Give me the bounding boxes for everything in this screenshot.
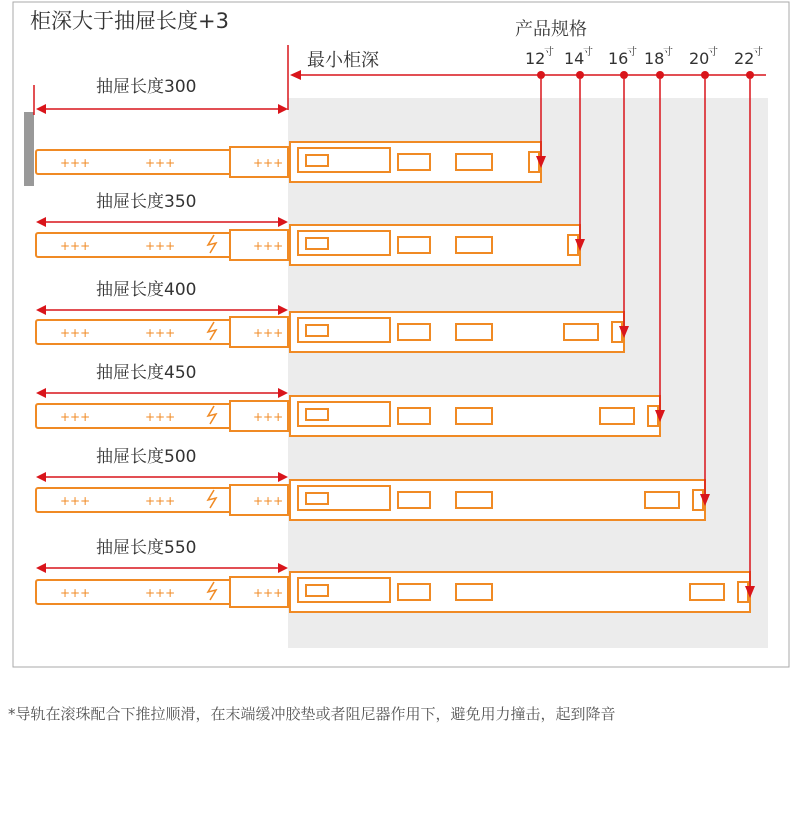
size-dot [620, 71, 628, 79]
dimension-arrow-left [36, 104, 46, 114]
dimension-arrow-right [278, 388, 288, 398]
ball-bearing-carriage [298, 486, 390, 510]
size-value-16: 16 [608, 49, 629, 68]
dimension-arrow-left [36, 472, 46, 482]
ball-bearing-carriage [298, 578, 390, 602]
drawer-length-label: 抽屉长度300 [96, 77, 197, 97]
mount-hole-mark: +++ [60, 410, 91, 424]
mount-hole-mark: +++ [145, 239, 176, 253]
ball-bearing-carriage [298, 318, 390, 342]
mount-hole-mark: +++ [145, 586, 176, 600]
mount-hole-mark: +++ [60, 326, 91, 340]
mount-hole-mark: +++ [145, 156, 176, 170]
ball-bearing-carriage [298, 231, 390, 255]
size-unit: 寸 [753, 47, 763, 58]
size-value-18: 18 [644, 49, 665, 68]
size-unit: 寸 [708, 47, 718, 58]
size-value-12: 12 [525, 49, 546, 68]
footnote: *导轨在滚珠配合下推拉顺滑，在末端缓冲胶垫或者阻尼器作用下，避免用力撞击，起到降音 [8, 705, 616, 723]
ball-bearing-carriage [298, 148, 390, 172]
dimension-arrow-right [278, 472, 288, 482]
size-unit: 寸 [583, 47, 593, 58]
size-dot [746, 71, 754, 79]
drawer-length-label: 抽屉长度550 [96, 538, 197, 558]
drawer-length-label: 抽屉长度350 [96, 192, 197, 212]
size-unit: 寸 [627, 47, 637, 58]
drawer-length-label: 抽屉长度400 [96, 280, 197, 300]
min-depth-arrowhead [290, 70, 301, 80]
mount-hole-mark: +++ [60, 494, 91, 508]
size-dot [576, 71, 584, 79]
mount-hole-mark: +++ [145, 494, 176, 508]
dimension-arrow-left [36, 563, 46, 573]
mount-hole-mark: +++ [253, 326, 284, 340]
mount-hole-mark: +++ [145, 326, 176, 340]
mount-hole-mark: +++ [60, 239, 91, 253]
size-value-20: 20 [689, 49, 710, 68]
size-unit: 寸 [663, 47, 673, 58]
ball-bearing-carriage [298, 402, 390, 426]
min-depth-label: 最小柜深 [307, 50, 379, 71]
size-value-22: 22 [734, 49, 755, 68]
size-markers [525, 45, 763, 79]
dimension-arrow-right [278, 104, 288, 114]
size-value-14: 14 [564, 49, 585, 68]
dimension-arrow-left [36, 217, 46, 227]
mount-hole-mark: +++ [253, 586, 284, 600]
drawer-length-label: 抽屉长度450 [96, 363, 197, 383]
spec-heading: 产品规格 [515, 19, 587, 40]
mount-hole-mark: +++ [253, 239, 284, 253]
mount-hole-mark: +++ [253, 156, 284, 170]
cabinet-wall [24, 112, 34, 186]
dimension-arrow-right [278, 305, 288, 315]
mount-hole-mark: +++ [60, 586, 91, 600]
mount-hole-mark: +++ [253, 410, 284, 424]
dimension-arrow-right [278, 563, 288, 573]
size-unit: 寸 [544, 47, 554, 58]
size-dot [537, 71, 545, 79]
mount-hole-mark: +++ [145, 410, 176, 424]
mount-hole-mark: +++ [253, 494, 284, 508]
drawer-length-label: 抽屉长度500 [96, 447, 197, 467]
dimension-arrow-left [36, 305, 46, 315]
dimension-arrow-right [278, 217, 288, 227]
size-dot [656, 71, 664, 79]
mount-hole-mark: +++ [60, 156, 91, 170]
dimension-arrow-left [36, 388, 46, 398]
title-text: 柜深大于抽屉长度+3 [30, 9, 229, 33]
size-dot [701, 71, 709, 79]
